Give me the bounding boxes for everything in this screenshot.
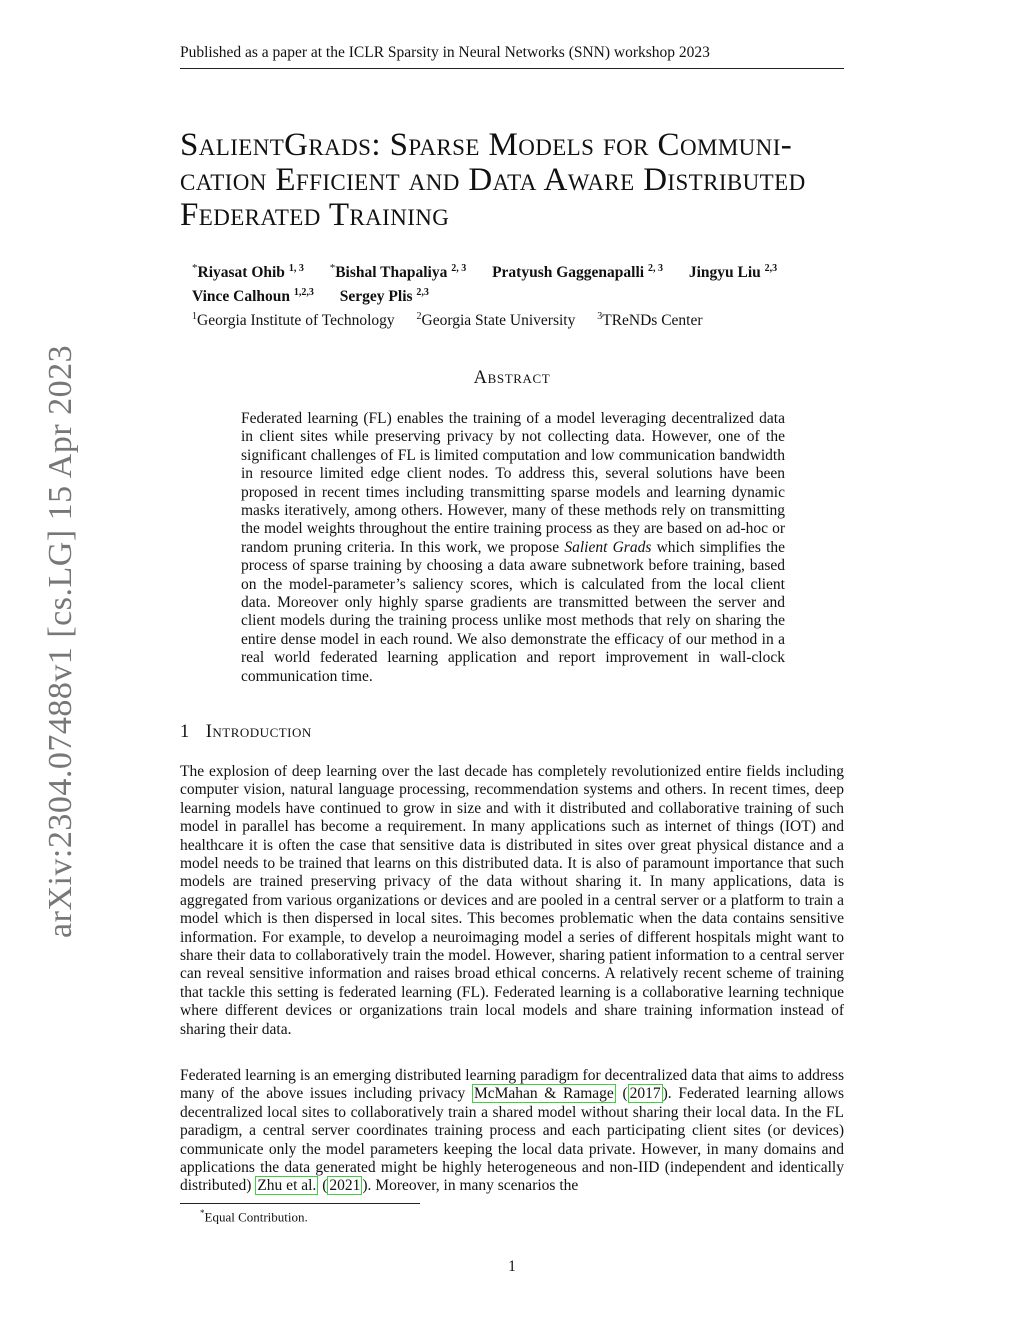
title-line: cation Efficient and Data Aware Distributed <box>180 162 806 198</box>
author-block <box>192 258 852 331</box>
citation-link[interactable]: Zhu et al. <box>257 1177 317 1195</box>
title-line: SalientGrads: Sparse Models for Communi- <box>180 127 793 163</box>
author: Pratyush Gaggenapalli $^{2, 3}$ <box>492 263 663 282</box>
citation-link[interactable]: McMahan & Ramage <box>473 1085 614 1103</box>
abstract-text: Federated learning (FL) enables the training of a model leveraging decentralized data in client sites while preserving privacy by not collecting data. However, one of the significant challenges of FL is limited computation and low communication bandwidth in resource limited edge client nodes. To address this, several solutions have been proposed in recent times including transmitting sparse models and learning dynamic masks iteratively, among others. However, many of these methods rely on transmitting the model weights throughout the entire training process as they are based on ad-hoc or random pruning criteria. In this work, we propose Salient Grads which simplifies the process of sparse training by choosing a data aware subnetwork before training, based on the model-parameter’s saliency scores, which is calculated from the local client data. Moreover only highly sparse gradients are transmitted between the server and client models during the training process unlike most methods that rely on sharing the entire dense model in each round. We also demonstrate the efficacy of our method in a real world federated learning application and report improvement in wall-clock communication time. <box>241 410 786 685</box>
author: Jingyu Liu $^{2,3}$ <box>688 263 778 282</box>
footnote-rule <box>180 1203 420 1204</box>
citation-year-link[interactable]: 2021 <box>329 1177 361 1195</box>
affiliation: $^2$Georgia State University <box>416 311 576 330</box>
title-line: Federated Training <box>180 197 450 233</box>
author-row <box>192 283 852 307</box>
author: *Bishal Thapaliya $^{2, 3}$ <box>329 262 467 282</box>
intro-paragraph: Federated learning is an emerging distributed learning paradigm for decentralized data that aims to address many of the above issues including privacy McMahan & Ramage ( 2017 ). Federated learning allows decentralized local sites to collaboratively train a shared model without sharing their local data. In the FL paradigm, a central server coordinates training process and each participating client sites (or devices) communicate only the model parameters keeping the local data private. However, in many domains and applications the data generated might be highly heterogeneous and non-IID (independent and identically distributed) Zhu et al. ( 2021 ). Moreover, in many scenarios the <box>180 1067 844 1195</box>
author-row <box>192 258 852 283</box>
author: Sergey Plis $^{2,3}$ <box>339 287 429 306</box>
author: Vince Calhoun $^{1,2,3}$ <box>192 287 314 306</box>
affiliation: $^3$TReNDs Center <box>597 311 703 330</box>
section-heading-introduction: 1 Introduction <box>180 722 312 742</box>
running-header: Published as a paper at the ICLR Sparsity in Neural Networks (SNN) workshop 2023 <box>180 44 844 69</box>
affiliation: $^1$Georgia Institute of Technology <box>192 311 395 330</box>
citation-year-link[interactable]: 2017 <box>629 1085 661 1103</box>
footnote: *Equal Contribution. <box>200 1208 308 1225</box>
method-name: Salient Grads <box>564 538 652 556</box>
arxiv-stamp: arXiv:2304.07488v1 [cs.LG] 15 Apr 2023 <box>42 344 79 938</box>
intro-paragraph: The explosion of deep learning over the last decade has completely revolutionized entire fields including computer vision, natural language processing, recommendation systems and others. In recent times, deep learning models have continued to grow in size and with it distributed and collaborative training of such model in parallel has become a requirement. In many applications such as internet of things (IOT) and healthcare it is often the case that sensitive data is distributed in sites over great physical distance and a model needs to be trained that learns on this distributed data. It is also of paramount importance that such models are trained preserving privacy of the data without sharing it. In many applications, data is aggregated from various organizations or devices and are pooled in a central server or a platform to train a model which is then dispersed in local sites. This becomes problematic when the data contains sensitive information. For example, to develop a neuroimaging model a series of different hospitals might want to share their data to collaboratively train the model. However, sharing patient information to a central server can reveal sensitive information and raises broad ethical concerns. A relatively recent scheme of training that tackle this setting is federated learning (FL). Federated learning is a collaborative learning technique where different devices or organizations train local models and share training information instead of sharing their data. <box>180 763 844 1038</box>
affiliation-row <box>192 307 852 331</box>
abstract-heading: Abstract <box>473 368 551 388</box>
author: *Riyasat Ohib $^{1, 3}$ <box>192 262 304 282</box>
paper-title <box>180 128 860 233</box>
page-number: 1 <box>508 1258 516 1275</box>
